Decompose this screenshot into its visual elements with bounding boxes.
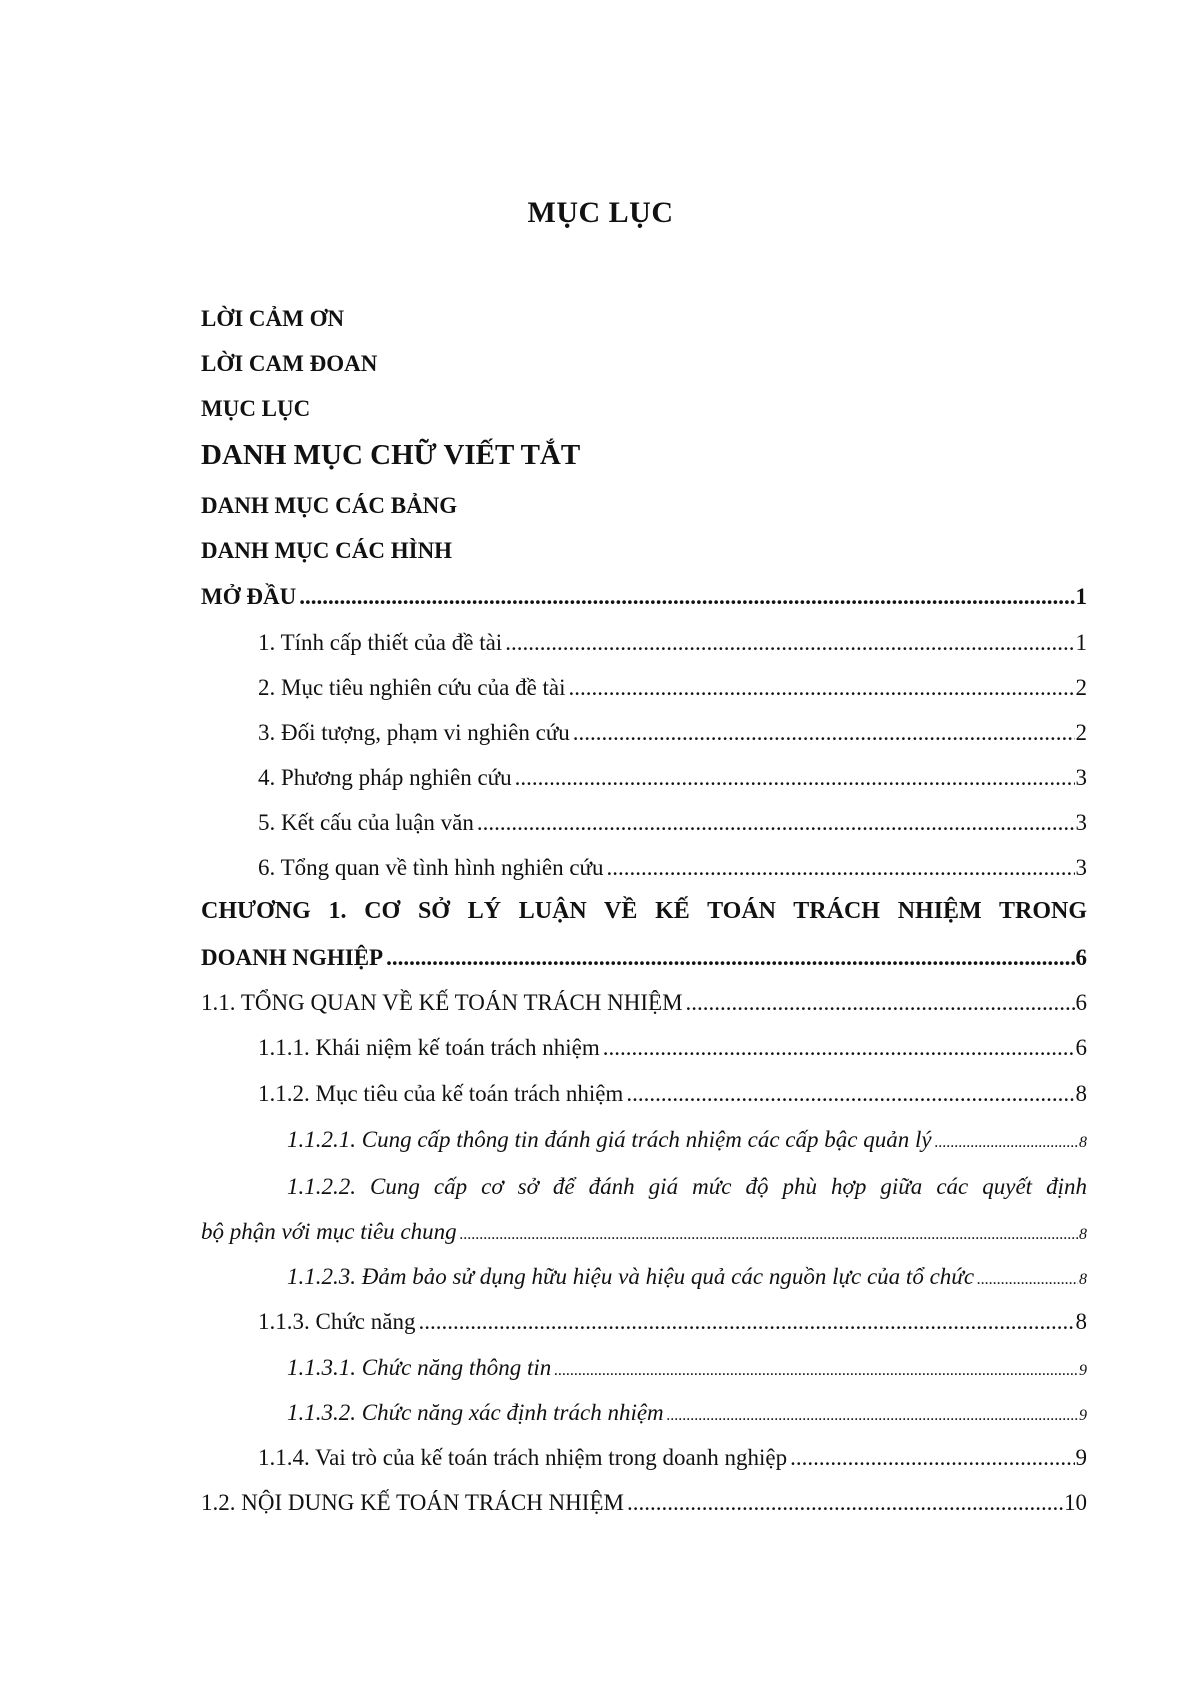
toc-leader-dots (603, 1033, 1075, 1063)
toc-page-number: 6 (1075, 990, 1087, 1015)
toc-entry-1-1-2-3[interactable] (287, 1262, 1087, 1295)
toc-leader-dots (477, 808, 1075, 838)
toc-entry-title: 4. Phương pháp nghiên cứu (258, 765, 512, 790)
toc-entry-title: MỤC LỤC (201, 396, 311, 421)
toc-entry-title: LỜI CẢM ƠN (201, 306, 345, 331)
toc-page-number: 2 (1075, 720, 1087, 745)
toc-leader-dots (554, 1356, 1078, 1386)
toc-page-number: 6 (1075, 945, 1087, 970)
toc-leader-dots (626, 1079, 1074, 1109)
toc-leader-dots (515, 763, 1075, 793)
toc-leader-dots (418, 1307, 1074, 1337)
toc-entry-intro-6[interactable] (258, 853, 1087, 883)
toc-page-number: 8 (1075, 1081, 1087, 1106)
toc-entry-title: 1.2. NỘI DUNG KẾ TOÁN TRÁCH NHIỆM (201, 1490, 624, 1515)
toc-entry-intro-4[interactable] (258, 763, 1087, 793)
toc-entry-title: DANH MỤC CÁC BẢNG (201, 493, 458, 518)
toc-page-number: 8 (1075, 1309, 1087, 1334)
toc-entry-1-1-3-2[interactable] (287, 1398, 1087, 1431)
toc-entry-title: DANH MỤC CHỮ VIẾT TẮT (201, 439, 581, 471)
toc-entry-1-1-4[interactable] (258, 1443, 1087, 1473)
toc-entry-title: 1.1. TỔNG QUAN VỀ KẾ TOÁN TRÁCH NHIỆM (201, 990, 683, 1015)
toc-chapter-1-title-line1[interactable]: CHƯƠNG 1. CƠ SỞ LÝ LUẬN VỀ KẾ TOÁN TRÁCH NHIỆM TRONG (201, 898, 1087, 924)
toc-entry-1-1-2-2-line1[interactable]: 1.1.2.2. Cung cấp cơ sở để đánh giá mức độ phù hợp giữa các quyết định (287, 1174, 1087, 1199)
toc-page-number: 9 (1075, 1445, 1087, 1470)
toc-page-number: 3 (1075, 855, 1087, 880)
toc-entry-title: 1.1.3.2. Chức năng xác định trách nhiệm (287, 1400, 664, 1425)
toc-entry-title: 6. Tổng quan về tình hình nghiên cứu (258, 855, 604, 880)
toc-entry-chapter-1[interactable] (201, 943, 1087, 973)
toc-leader-dots (505, 628, 1074, 658)
toc-page-number: 10 (1064, 1490, 1087, 1515)
toc-entry-title: 1.1.2.1. Cung cấp thông tin đánh giá trách nhiệm các cấp bậc quản lý (287, 1127, 932, 1152)
toc-leader-dots (299, 582, 1074, 612)
toc-leader-dots (569, 673, 1075, 703)
toc-leader-dots (573, 718, 1075, 748)
toc-leader-dots (460, 1220, 1078, 1250)
toc-entry-title: 1.1.1. Khái niệm kế toán trách nhiệm (258, 1035, 600, 1060)
toc-leader-dots (686, 988, 1075, 1018)
toc-entry-title: 1. Tính cấp thiết của đề tài (258, 630, 503, 655)
toc-entry-1-2[interactable] (201, 1488, 1087, 1518)
toc-page-number: 9 (1079, 1407, 1087, 1424)
toc-entry-title: DANH MỤC CÁC HÌNH (201, 538, 453, 563)
toc-leader-dots (627, 1488, 1063, 1518)
toc-page-number: 1 (1075, 584, 1087, 609)
toc-entry-danh-muc-chu-viet-tat[interactable] (201, 440, 1087, 470)
toc-entry-1-1[interactable] (201, 988, 1087, 1018)
toc-leader-dots (607, 853, 1075, 883)
toc-entry-muc-luc[interactable] (201, 394, 1087, 424)
toc-entry-title: DOANH NGHIỆP (201, 945, 384, 970)
toc-page-number: 8 (1079, 1226, 1087, 1243)
toc-entry-intro-1[interactable] (258, 628, 1087, 658)
toc-entry-1-1-3-1[interactable] (287, 1353, 1087, 1386)
toc-entry-1-1-2-2[interactable] (201, 1217, 1087, 1250)
toc-entry-title: LỜI CAM ĐOAN (201, 351, 378, 376)
toc-entry-title: bộ phận với mục tiêu chung (201, 1219, 457, 1244)
toc-entry-intro-5[interactable] (258, 808, 1087, 838)
toc-entry-title: MỞ ĐẦU (201, 584, 297, 609)
toc-entry-loi-cam-on[interactable] (201, 304, 1087, 334)
toc-entry-1-1-2-1[interactable] (287, 1125, 1087, 1158)
toc-entry-intro-3[interactable] (258, 718, 1087, 748)
toc-page-number: 3 (1075, 765, 1087, 790)
toc-leader-dots (790, 1443, 1074, 1473)
toc-page-number: 1 (1075, 630, 1087, 655)
toc-leader-dots (935, 1128, 1078, 1158)
toc-entry-1-1-3[interactable] (258, 1307, 1087, 1337)
toc-leader-dots (386, 943, 1074, 973)
toc-entry-title: 1.1.2.3. Đảm bảo sử dụng hữu hiệu và hiệu quả các nguồn lực của tổ chức (287, 1264, 975, 1289)
toc-entry-mo-dau[interactable] (201, 582, 1087, 612)
toc-page-number: 9 (1079, 1362, 1087, 1379)
toc-leader-dots (667, 1401, 1078, 1431)
toc-page-number: 6 (1075, 1035, 1087, 1060)
page-title: MỤC LỤC (527, 196, 674, 229)
toc-entry-loi-cam-doan[interactable] (201, 349, 1087, 379)
toc-leader-dots (977, 1265, 1078, 1295)
toc-entry-title: 1.1.2. Mục tiêu của kế toán trách nhiệm (258, 1081, 624, 1106)
toc-entry-title: 2. Mục tiêu nghiên cứu của đề tài (258, 675, 566, 700)
toc-entry-title: 1.1.3.1. Chức năng thông tin (287, 1355, 552, 1380)
toc-page-number: 2 (1075, 675, 1087, 700)
toc-entry-title: 1.1.4. Vai trò của kế toán trách nhiệm trong doanh nghiệp (258, 1445, 788, 1470)
toc-page-number: 3 (1075, 810, 1087, 835)
toc-entry-1-1-1[interactable] (258, 1033, 1087, 1063)
toc-entry-title: 5. Kết cấu của luận văn (258, 810, 474, 835)
toc-entry-danh-muc-cac-bang[interactable] (201, 491, 1087, 521)
toc-page-number: 8 (1079, 1134, 1087, 1151)
toc-entry-title: 3. Đối tượng, phạm vi nghiên cứu (258, 720, 570, 745)
toc-entry-intro-2[interactable] (258, 673, 1087, 703)
toc-entry-danh-muc-cac-hinh[interactable] (201, 536, 1087, 566)
toc-entry-title: 1.1.3. Chức năng (258, 1309, 416, 1334)
toc-page-number: 8 (1079, 1271, 1087, 1288)
toc-entry-1-1-2[interactable] (258, 1079, 1087, 1109)
